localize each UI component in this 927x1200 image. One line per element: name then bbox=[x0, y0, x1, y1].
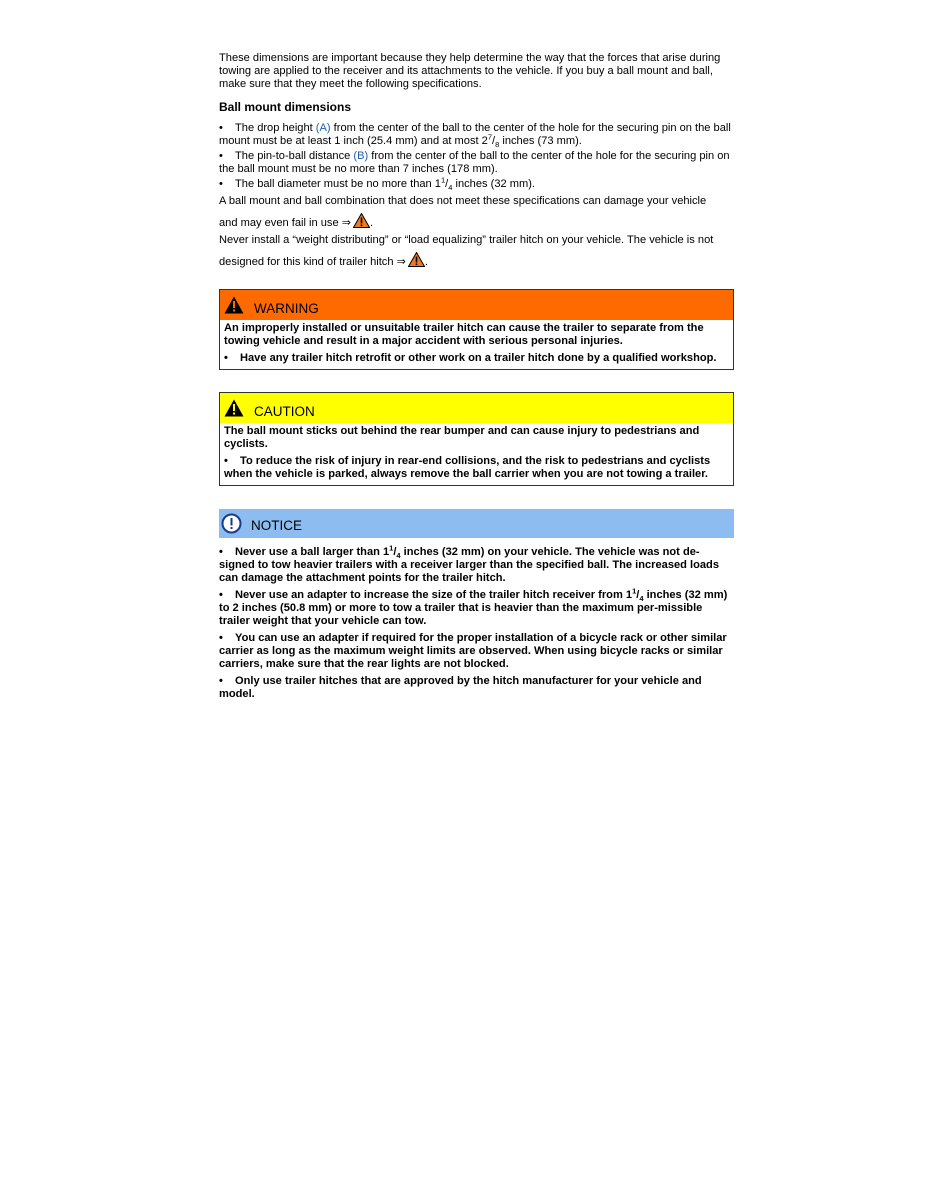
list-item: • The drop height (A) from the center of the ball to the center of the hole for the securing pin on the ball mount must be at least 1 inch (25.4 mm) and at most $2^7/_8$ inches (73 mm). bbox=[219, 122, 731, 150]
list-item: • Never use a ball larger than $1^1/_4$ inches (32 mm) on your vehicle. The vehicle was not de-signed to tow heavier trailers with a receiver larger than the specified ball. The increased loads can damage the attachment points for the trailer hitch. bbox=[219, 543, 720, 584]
list-item: • Never use an adapter to increase the size of the trailer hitch receiver from $1^1/_4$ inches (32 mm) to 2 inches (50.8 mm) or more to tow a trailer that is heavier than the maximum per-missible trailer weight that your vehicle can tow. bbox=[219, 586, 728, 627]
list-item: • You can use an adapter if required for the proper installation of a bicycle rack or other similar carrier as long as the maximum weight limits are observed. When using bicycle racks or similar carriers, make sure that the rear lights are not blocked. bbox=[219, 632, 727, 670]
page bbox=[219, 52, 734, 705]
warning-triangle-icon bbox=[224, 296, 244, 314]
warning-title: WARNING bbox=[254, 300, 319, 316]
label-a: (A) bbox=[315, 122, 331, 134]
list-item: • Have any trailer hitch retrofit or other work on a trailer hitch done by a qualified workshop. bbox=[224, 352, 717, 364]
list-item: • Only use trailer hitches that are approved by the hitch manufacturer for your vehicle and model. bbox=[219, 675, 702, 700]
warning-triangle-icon[interactable] bbox=[408, 252, 425, 267]
section-heading: Ball mount dimensions bbox=[219, 100, 352, 114]
exclamation-circle-icon bbox=[221, 513, 242, 534]
warning-triangle-icon[interactable] bbox=[353, 213, 370, 228]
list-item: • The ball diameter must be no more than $1^1/_4$ inches (32 mm). bbox=[219, 175, 536, 193]
caution-text: The ball mount sticks out behind the rear bumper and can cause injury to pedestrians and cyclists. bbox=[224, 425, 700, 450]
warning-body bbox=[220, 320, 733, 369]
caution-header bbox=[220, 393, 733, 423]
caution-title: CAUTION bbox=[254, 403, 315, 419]
notice-title: NOTICE bbox=[251, 518, 303, 533]
intro-paragraph: These dimensions are important because they help determine the way that the forces that arise during towing are applied to the receiver and its attachments to the vehicle. If you buy a ball mount and ball, make sure that they meet the following specifications. bbox=[219, 52, 721, 90]
list-item: • The pin-to-ball distance (B) from the center of the ball to the center of the hole for the securing pin on the ball mount must be no more than 7 inches (178 mm). bbox=[219, 150, 730, 175]
list-item: • To reduce the risk of injury in rear-end collisions, and the risk to pedestrians and cyclists when the vehicle is parked, always remove the ball carrier when you are not towing a trailer. bbox=[224, 455, 711, 480]
label-b: (B) bbox=[353, 150, 369, 162]
warning-box bbox=[219, 289, 734, 370]
caution-box bbox=[219, 392, 734, 486]
hitch-type-paragraph: Never install a “weight distributing” or “load equalizing” trailer hitch on your vehicle. The vehicle is not designed for this kind of trailer hitch ⇒ . bbox=[219, 234, 714, 268]
caution-body bbox=[220, 423, 733, 485]
notice-header bbox=[219, 509, 734, 538]
warning-triangle-icon bbox=[224, 399, 244, 417]
notice-body bbox=[219, 538, 734, 701]
notice-section bbox=[219, 509, 734, 701]
spec-warning-paragraph: A ball mount and ball combination that does not meet these specifications can damage your vehicle and may even fail in use ⇒ . bbox=[219, 195, 707, 229]
warning-text: An improperly installed or unsuitable trailer hitch can cause the trailer to separate from the towing vehicle and result in a major accident with serious personal injuries. bbox=[224, 322, 704, 347]
warning-header bbox=[220, 290, 733, 320]
